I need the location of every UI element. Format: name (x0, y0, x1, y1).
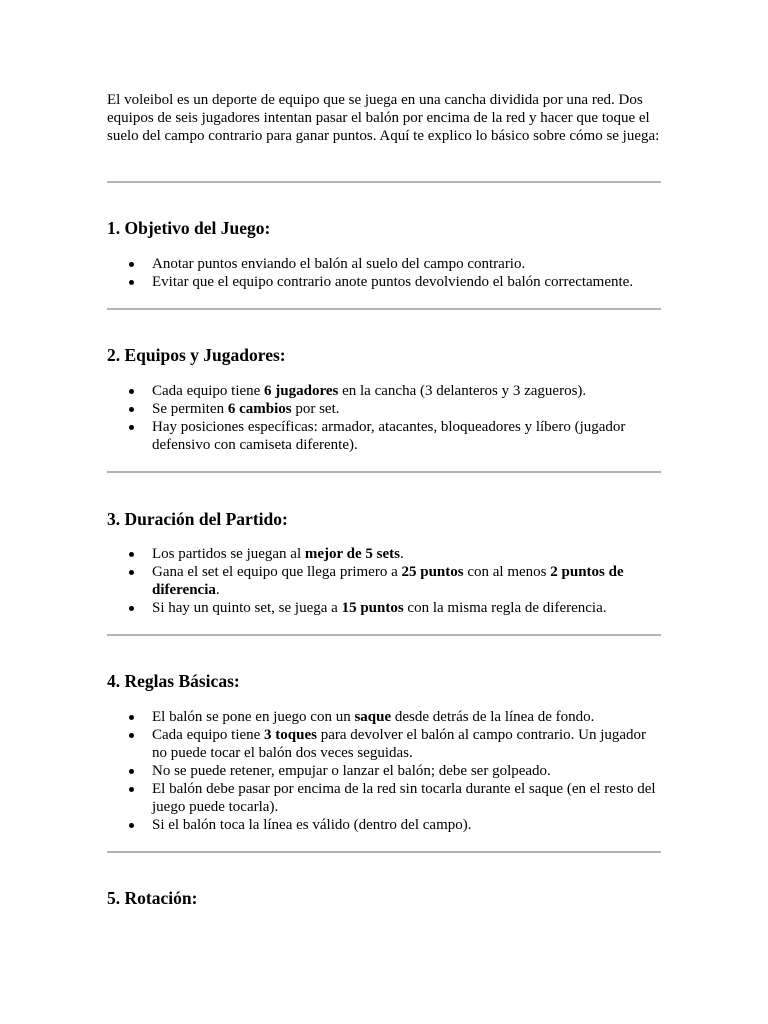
list-item: Se permiten 6 cambios por set. (107, 400, 662, 418)
divider (107, 851, 661, 853)
section-heading-equipos: 2. Equipos y Jugadores: (107, 345, 286, 365)
intro-paragraph: El voleibol es un deporte de equipo que se juega en una cancha dividida por una red. Dos equipos de seis jugadores intentan pasar el balón por encima de la red y hacer que toque el suelo del campo contrario para ganar puntos. Aquí te explico lo básico sobre cómo se juega: (107, 92, 660, 144)
section-heading-objetivo: 1. Objetivo del Juego: (107, 218, 271, 238)
list-equipos (107, 382, 662, 454)
list-item: Si hay un quinto set, se juega a 15 puntos con la misma regla de diferencia. (107, 599, 662, 617)
list-item: Hay posiciones específicas: armador, atacantes, bloqueadores y líbero (jugador defensivo con camiseta diferente). (107, 418, 662, 454)
list-item: Cada equipo tiene 3 toques para devolver el balón al campo contrario. Un jugador no puede tocar el balón dos veces seguidas. (107, 726, 662, 762)
list-reglas (107, 708, 662, 834)
list-item: Si el balón toca la línea es válido (dentro del campo). (107, 816, 662, 834)
list-item: Los partidos se juegan al mejor de 5 sets. (107, 545, 662, 563)
section-heading-reglas: 4. Reglas Básicas: (107, 671, 240, 691)
list-item: Cada equipo tiene 6 jugadores en la cancha (3 delanteros y 3 zagueros). (107, 382, 662, 400)
list-item: Evitar que el equipo contrario anote puntos devolviendo el balón correctamente. (107, 273, 662, 291)
list-item: No se puede retener, empujar o lanzar el balón; debe ser golpeado. (107, 762, 662, 780)
divider (107, 181, 661, 183)
divider (107, 634, 661, 636)
list-item: El balón debe pasar por encima de la red sin tocarla durante el saque (en el resto del juego puede tocarla). (107, 780, 662, 816)
list-objetivo (107, 255, 662, 291)
list-item: Anotar puntos enviando el balón al suelo del campo contrario. (107, 255, 662, 273)
section-heading-rotacion: 5. Rotación: (107, 888, 198, 908)
divider (107, 471, 661, 473)
divider (107, 308, 661, 310)
list-item: Gana el set el equipo que llega primero a 25 puntos con al menos 2 puntos de diferencia. (107, 563, 662, 599)
list-item: El balón se pone en juego con un saque desde detrás de la línea de fondo. (107, 708, 662, 726)
section-heading-duracion: 3. Duración del Partido: (107, 509, 288, 529)
list-duracion (107, 545, 662, 617)
